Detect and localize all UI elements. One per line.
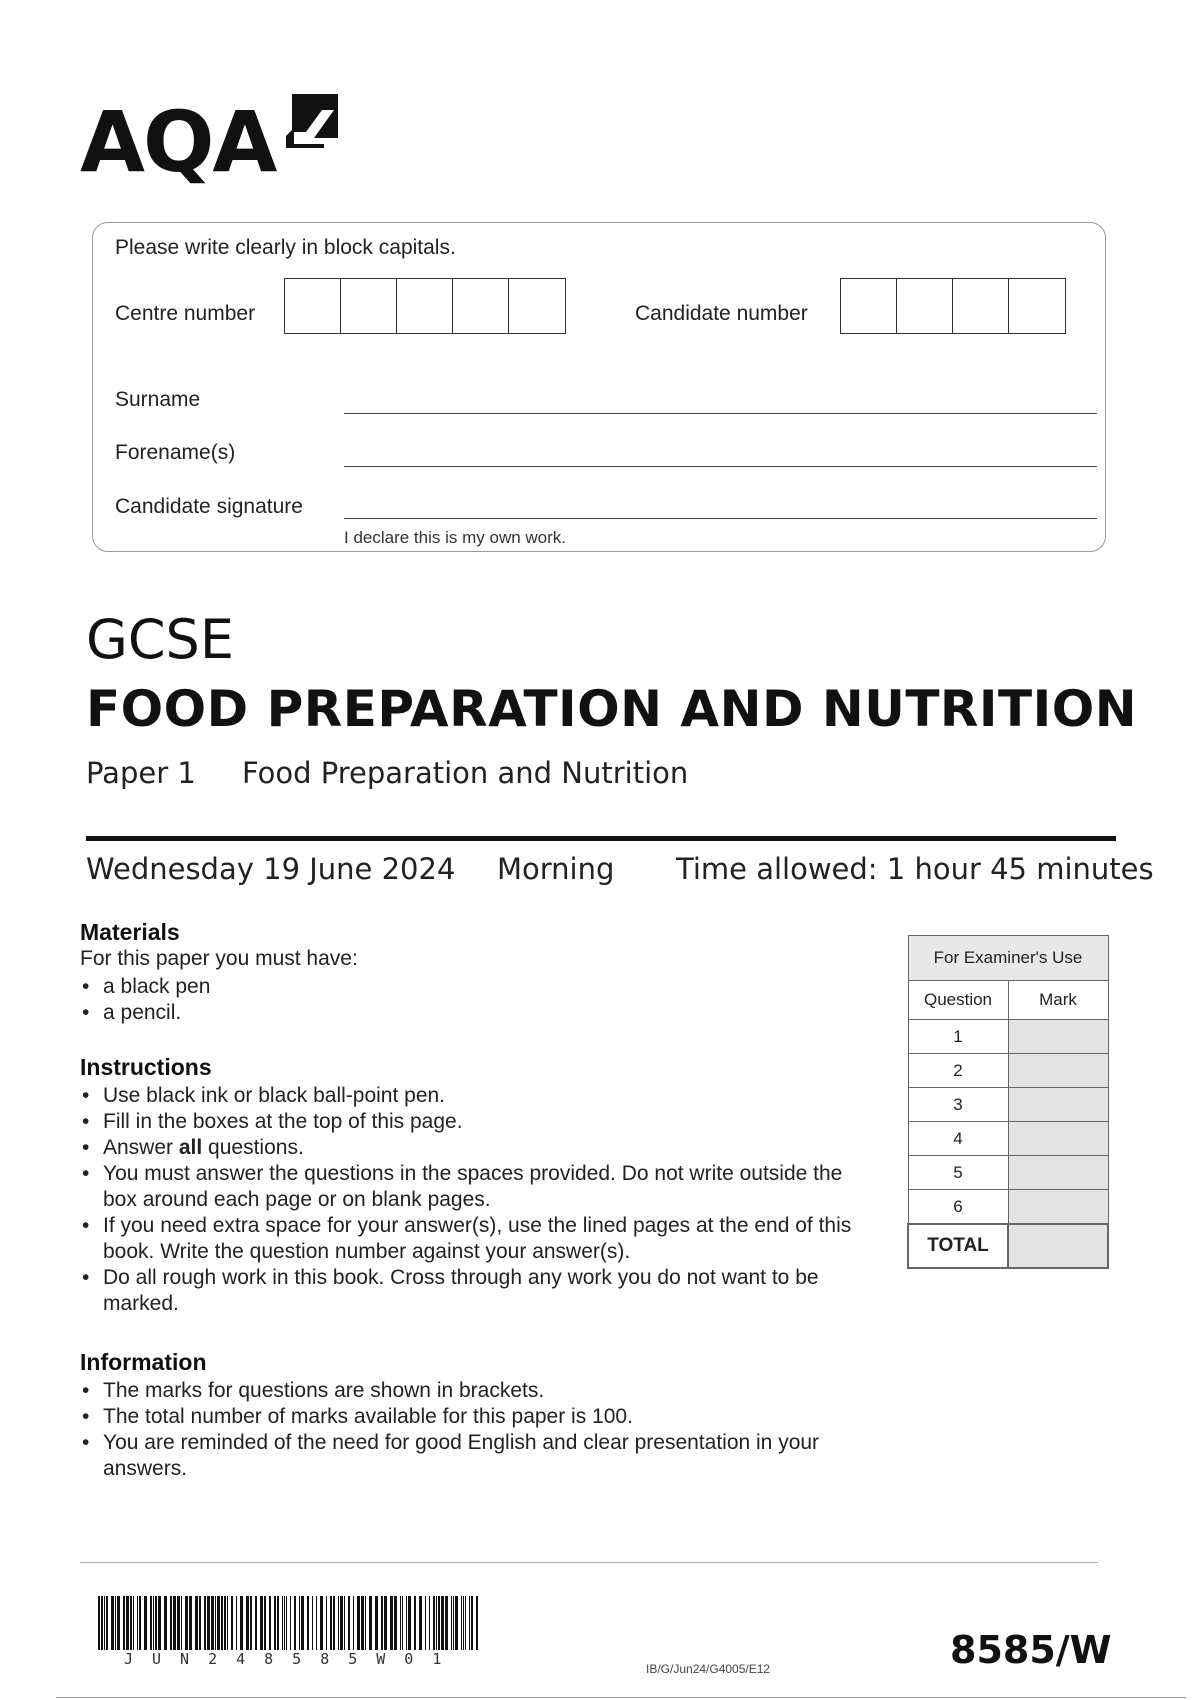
mark-cell	[1008, 1054, 1108, 1088]
total-label: TOTAL	[908, 1224, 1008, 1268]
examiner-table-heading: For Examiner's Use	[908, 936, 1108, 981]
question-number: 4	[908, 1122, 1008, 1156]
centre-number-digit-box[interactable]	[285, 279, 341, 333]
list-item: • Use black ink or black ball-point pen.	[80, 1083, 870, 1109]
block-capitals-instruction: Please write clearly in block capitals.	[115, 236, 456, 259]
table-row	[908, 1224, 1108, 1268]
signature-label: Candidate signature	[115, 495, 303, 518]
list-item: • Do all rough work in this book. Cross through any work you do not want to be marked.	[80, 1265, 870, 1317]
list-item: • The total number of marks available for this paper is 100.	[80, 1404, 880, 1430]
signature-field[interactable]	[344, 518, 1097, 519]
centre-number-digit-box[interactable]	[397, 279, 453, 333]
list-item: • You must answer the questions in the spaces provided. Do not write outside the box around each page or on blank pages.	[80, 1161, 870, 1213]
page-bottom-rule	[56, 1697, 1186, 1698]
mark-column-header: Mark	[1008, 981, 1108, 1020]
mark-cell	[1008, 1088, 1108, 1122]
question-number: 5	[908, 1156, 1008, 1190]
exam-date: Wednesday 19 June 2024	[86, 852, 456, 886]
list-item: • a pencil.	[80, 1000, 840, 1026]
barcode-text: JUN248585W01	[124, 1650, 461, 1668]
mark-cell	[1008, 1190, 1108, 1225]
materials-list	[80, 974, 840, 1026]
footer-divider	[80, 1562, 1098, 1563]
surname-field[interactable]	[344, 413, 1097, 414]
question-number: 2	[908, 1054, 1008, 1088]
mark-cell	[1008, 1156, 1108, 1190]
question-number: 1	[908, 1020, 1008, 1054]
list-item: • If you need extra space for your answer(s), use the lined pages at the end of this book. Write the question number against your answer(s).	[80, 1213, 870, 1265]
table-row	[908, 1122, 1108, 1156]
list-item: • You are reminded of the need for good English and clear presentation in your answers.	[80, 1430, 880, 1482]
mark-cell	[1008, 1020, 1108, 1054]
table-row	[908, 1190, 1108, 1225]
barcode	[98, 1596, 482, 1650]
information-list	[80, 1378, 880, 1482]
total-mark-cell	[1008, 1224, 1108, 1268]
centre-number-boxes[interactable]	[284, 278, 566, 334]
table-row	[908, 1020, 1108, 1054]
list-item: • Answer all questions.	[80, 1135, 870, 1161]
candidate-number-digit-box[interactable]	[953, 279, 1009, 333]
forenames-label: Forename(s)	[115, 441, 236, 464]
candidate-number-digit-box[interactable]	[897, 279, 953, 333]
examiner-use-table	[907, 935, 1109, 1269]
instructions-list	[80, 1083, 870, 1317]
materials-heading: Materials	[80, 919, 180, 945]
candidate-number-digit-box[interactable]	[841, 279, 897, 333]
subject-title: FOOD PREPARATION AND NUTRITION	[86, 680, 1138, 738]
declaration-text: I declare this is my own work.	[344, 528, 567, 547]
centre-number-label: Centre number	[115, 302, 256, 325]
paper-code: 8585/W	[950, 1628, 1112, 1672]
aqa-logo-text: AQA	[80, 93, 276, 191]
centre-number-digit-box[interactable]	[453, 279, 509, 333]
centre-number-digit-box[interactable]	[509, 279, 565, 333]
list-item: • The marks for questions are shown in brackets.	[80, 1378, 880, 1404]
paper-title: Food Preparation and Nutrition	[242, 756, 689, 790]
centre-number-digit-box[interactable]	[341, 279, 397, 333]
question-number: 6	[908, 1190, 1008, 1225]
candidate-number-digit-box[interactable]	[1009, 279, 1065, 333]
question-column-header: Question	[908, 981, 1008, 1020]
list-item: • a black pen	[80, 974, 840, 1000]
materials-intro: For this paper you must have:	[80, 947, 358, 970]
qualification-level: GCSE	[86, 608, 234, 671]
surname-label: Surname	[115, 388, 201, 411]
candidate-number-label: Candidate number	[635, 302, 808, 325]
table-row	[908, 1054, 1108, 1088]
candidate-number-boxes[interactable]	[840, 278, 1066, 334]
time-allowed: Time allowed: 1 hour 45 minutes	[676, 852, 1154, 886]
exam-session: Morning	[497, 852, 615, 886]
instructions-heading: Instructions	[80, 1054, 212, 1080]
title-divider	[86, 836, 1116, 841]
forenames-field[interactable]	[344, 466, 1097, 467]
list-item: • Fill in the boxes at the top of this page.	[80, 1109, 870, 1135]
reference-code: IB/G/Jun24/G4005/E12	[646, 1662, 771, 1676]
mark-cell	[1008, 1122, 1108, 1156]
table-row	[908, 1088, 1108, 1122]
table-row	[908, 1156, 1108, 1190]
question-number: 3	[908, 1088, 1008, 1122]
aqa-logo-mark-icon	[284, 92, 340, 150]
paper-number: Paper 1	[86, 756, 196, 790]
information-heading: Information	[80, 1349, 207, 1375]
